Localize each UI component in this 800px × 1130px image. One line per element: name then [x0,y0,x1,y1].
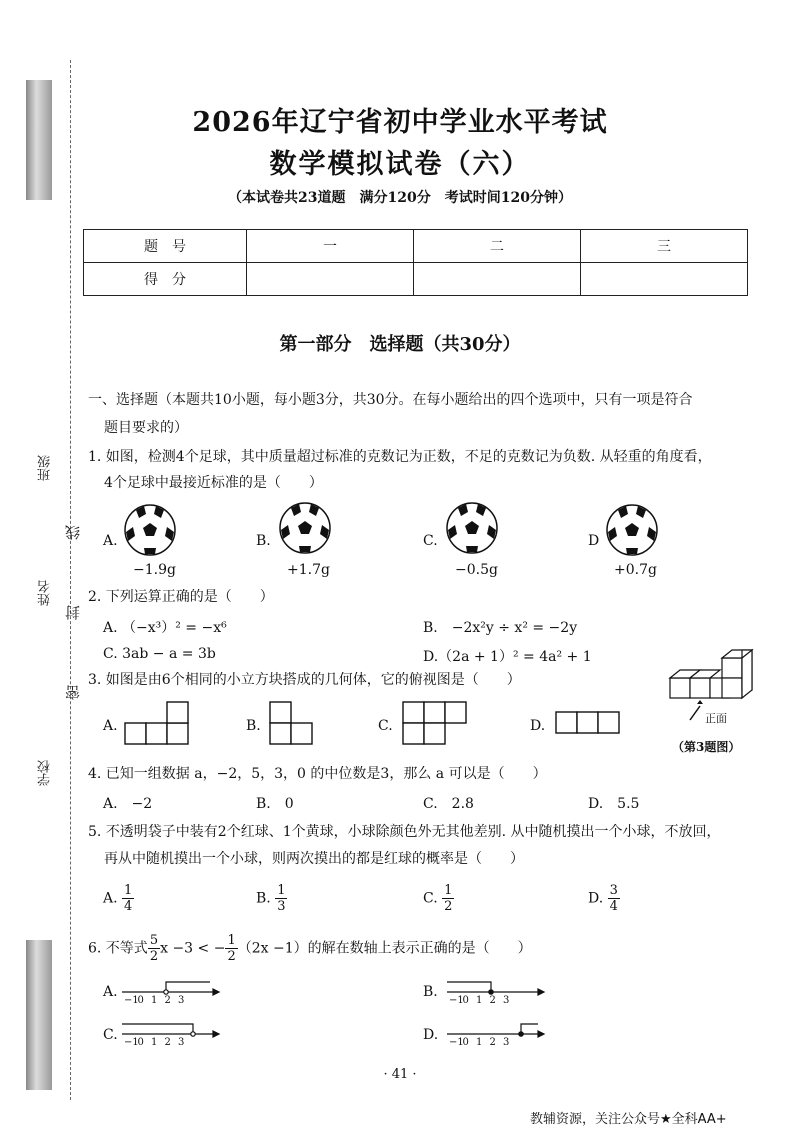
scan-shadow [26,80,52,200]
q6-option-label[interactable]: B. [423,984,438,1000]
denominator: 2 [227,949,236,964]
numerator: 1 [277,883,286,898]
option-label: A. [103,890,118,907]
soccer-ball-icon [607,505,657,555]
q2-option-b[interactable]: B. −2x²y ÷ x² = −2y [423,620,578,636]
q5-option-c[interactable] [423,883,454,914]
q4-option-c[interactable]: C. 2.8 [423,796,474,812]
table-row [84,263,748,296]
tick-label: 2 [489,1037,496,1048]
numerator: 5 [149,933,159,948]
tick-label: 3 [503,995,510,1006]
name-label: 姓名 [38,580,53,606]
q6-mid: x −3 < − [160,940,226,957]
table-cell: 题 号 [84,230,247,263]
q6-number-lines [0,970,800,1050]
numerator: 3 [609,883,618,898]
q2-option-a[interactable]: A. （−x³）² = −x⁶ [103,620,227,636]
tick-label: 0 [462,995,469,1006]
tick-label: 1 [151,995,158,1006]
q6-stem [88,933,532,964]
score-input-cell[interactable] [414,263,581,296]
tick-label: 0 [137,995,144,1006]
part-intro: 一、选择题（本题共10小题，每小题3分，共30分。在每小题给出的四个选项中，只有一项是符合 [88,392,693,408]
tick-label: 0 [137,1037,144,1048]
option-label: C. [423,890,438,907]
tick-label: 3 [503,1037,510,1048]
tick-label: −1 [449,995,464,1006]
denominator: 2 [149,949,159,964]
fraction [225,933,237,964]
q3-stem: 3. 如图是由6个相同的小立方块搭成的几何体，它的俯视图是（ ） [88,672,521,688]
fraction [122,883,134,914]
q6-option-label[interactable]: D. [423,1027,439,1043]
q1-stem-cont: 4个足球中最接近标准的是（ ） [104,475,323,491]
q5-option-b[interactable] [256,883,287,914]
denominator: 4 [124,899,133,914]
school-label: 学校 [38,760,53,786]
tick-label: 1 [476,995,483,1006]
numerator: 1 [444,883,453,898]
soccer-ball-icon [280,503,330,553]
q5-option-d[interactable] [588,883,620,914]
score-input-cell[interactable] [581,263,748,296]
q6-prefix: 6. 不等式 [88,940,148,957]
q3-caption: （第3题图） [672,740,741,754]
q3-option-label[interactable]: B. [246,718,261,734]
denominator: 4 [609,899,618,914]
q1-option-label[interactable]: C. [423,533,438,549]
q1-mass: +1.7g [287,562,330,578]
tick-label: 3 [178,995,185,1006]
line-char: 线 [64,525,82,540]
score-input-cell[interactable] [247,263,414,296]
tick-label: 1 [476,1037,483,1048]
numerator: 1 [124,883,133,898]
page-number: · 41 · [383,1067,417,1082]
option-label: B. [256,890,271,907]
q5-option-a[interactable] [103,883,134,914]
q6-option-label[interactable]: C. [103,1027,118,1043]
table-cell: 一 [247,230,414,263]
q3-front-label: 正面 [705,712,727,725]
denominator: 2 [444,899,453,914]
tick-label: 3 [178,1037,185,1048]
q4-option-b[interactable]: B. 0 [256,796,294,812]
q4-option-a[interactable]: A. −2 [103,796,153,812]
q5-stem: 5. 不透明袋子中装有2个红球、1个黄球，小球除颜色外无其他差别. 从中随机摸出一个小球，不放回， [88,824,721,840]
tick-label: 2 [164,1037,171,1048]
tick-label: 1 [151,1037,158,1048]
exam-title: 2026年辽宁省初中学业水平考试 [192,107,608,138]
q4-stem: 4. 已知一组数据 a，−2，5，3，0 的中位数是3，那么 a 可以是（ ） [88,766,547,782]
table-row [84,230,748,263]
table-cell: 得 分 [84,263,247,296]
table-cell: 三 [581,230,748,263]
q1-mass: −0.5g [455,562,498,578]
soccer-ball-icon [125,505,175,555]
q2-option-d[interactable]: D.（2a + 1）² = 4a² + 1 [423,649,592,665]
part-intro-cont: 题目要求的） [104,420,188,436]
q5-stem-cont: 再从中随机摸出一个小球，则两次摸出的都是红球的概率是（ ） [104,851,524,867]
tick-label: −1 [124,1037,139,1048]
q6-suffix: （2x −1）的解在数轴上表示正确的是（ ） [237,940,532,957]
table-cell: 二 [414,230,581,263]
secret-char: 密 [64,685,82,700]
fraction [608,883,620,914]
footer-note: 教辅资源，关注公众号★全科AA+ [530,1112,727,1127]
numerator: 1 [227,933,236,948]
score-table [83,229,748,296]
tick-label: −1 [449,1037,464,1048]
q1-option-label[interactable]: B. [256,533,271,549]
q3-option-label[interactable]: A. [103,718,118,734]
tick-label: 2 [489,995,496,1006]
q3-option-label[interactable]: D. [530,718,546,734]
q1-option-label[interactable]: D [588,533,600,549]
q1-option-label[interactable]: A. [103,533,118,549]
option-label: D. [588,890,604,907]
section-title: 第一部分 选择题（共30分） [279,334,521,355]
soccer-ball-icon [447,503,497,553]
q1-stem: 1. 如图，检测4个足球，其中质量超过标准的克数记为正数，不足的克数记为负数. 从轻重的角度看， [88,449,712,465]
tick-label: −1 [124,995,139,1006]
q4-option-d[interactable]: D. 5.5 [588,796,640,812]
exam-info: （本试卷共23道题 满分120分 考试时间120分钟） [228,190,572,206]
denominator: 3 [277,899,286,914]
tick-label: 0 [462,1037,469,1048]
q1-balls [0,495,800,585]
exam-subtitle-title: 数学模拟试卷（六） [269,149,531,180]
seal-char: 封 [64,605,82,620]
fraction [442,883,454,914]
q3-option-label[interactable]: C. [378,718,393,734]
q1-mass: −1.9g [133,562,176,578]
q1-mass: +0.7g [614,562,657,578]
q2-stem: 2. 下列运算正确的是（ ） [88,589,274,605]
q2-option-c[interactable]: C. 3ab − a = 3b [103,646,216,662]
fraction [275,883,287,914]
class-label: 班级 [38,455,53,481]
q6-option-label[interactable]: A. [103,984,118,1000]
tick-label: 2 [164,995,171,1006]
fraction [148,933,160,964]
